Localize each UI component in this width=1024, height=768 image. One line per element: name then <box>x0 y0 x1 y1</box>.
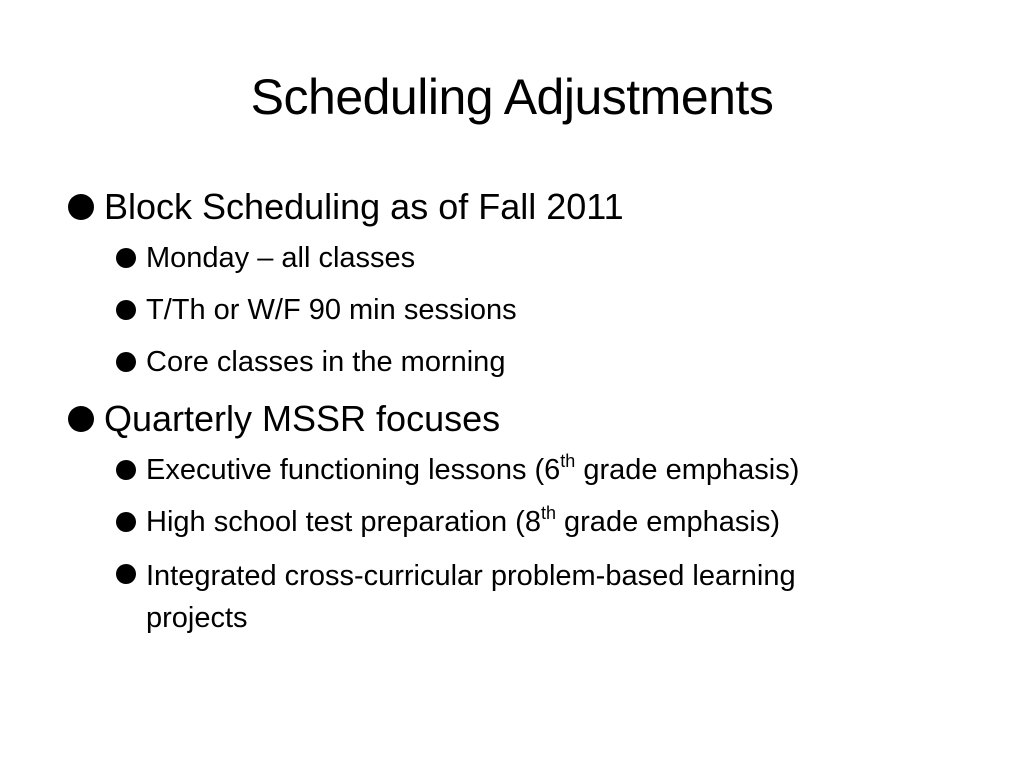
bullet-list <box>64 183 984 653</box>
bullet-dot-icon <box>116 512 136 532</box>
bullet-dot-icon <box>116 460 136 480</box>
text-part: grade emphasis) <box>575 454 800 486</box>
slide-title: Scheduling Adjustments <box>250 69 774 125</box>
sub-bullet-text: Integrated cross-curricular problem-based learning projects <box>146 560 796 634</box>
sub-bullet-integrated-projects <box>64 555 866 639</box>
bullet-dot-icon <box>116 248 136 268</box>
sub-bullet-executive-functioning <box>64 451 984 489</box>
sub-bullet-text: Core classes in the morning <box>146 346 506 378</box>
sub-bullet-text: T/Th or W/F 90 min sessions <box>146 294 517 326</box>
bullet-block-scheduling <box>64 183 984 231</box>
text-part: Executive functioning lessons (6 <box>146 454 561 486</box>
bullet-dot-icon <box>68 406 94 432</box>
bullet-text: Block Scheduling as of Fall 2011 <box>104 186 624 227</box>
bullet-dot-icon <box>116 300 136 320</box>
text-part: High school test preparation (8 <box>146 506 541 538</box>
superscript: th <box>560 451 576 471</box>
sub-bullet-monday <box>64 239 984 277</box>
bullet-dot-icon <box>68 194 94 220</box>
bullet-dot-icon <box>116 564 136 584</box>
bullet-mssr-focuses <box>64 395 984 443</box>
sub-bullet-text <box>146 451 800 486</box>
bullet-dot-icon <box>116 352 136 372</box>
superscript: th <box>540 503 556 523</box>
sub-bullet-text: Monday – all classes <box>146 242 416 274</box>
text-part: grade emphasis) <box>555 506 781 538</box>
bullet-text: Quarterly MSSR focuses <box>104 398 501 439</box>
sub-bullet-sessions <box>64 291 984 329</box>
sub-bullet-test-preparation <box>64 503 984 541</box>
sub-bullet-text <box>146 503 781 538</box>
sub-bullet-core-classes <box>64 343 984 381</box>
